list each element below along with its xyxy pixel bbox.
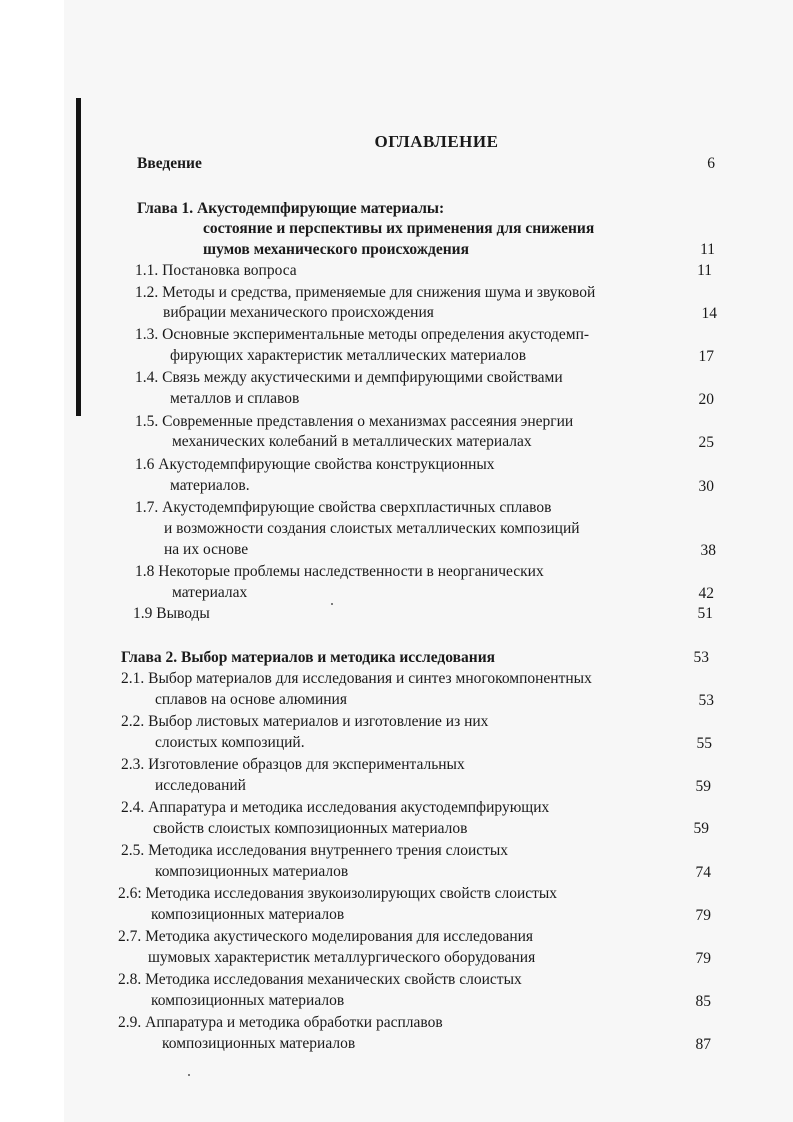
toc-page-1-6: 30 xyxy=(698,478,714,495)
toc-entry-1-8: 1.8 Некоторые проблемы наследственности в неорганических xyxy=(135,563,544,580)
toc-page-2-6: 79 xyxy=(695,907,711,924)
toc-entry-2-4: 2.4. Аппаратура и методика исследования акустодемпфирующих xyxy=(121,799,550,816)
intro-page: 6 xyxy=(707,155,715,172)
page-title: ОГЛАВЛЕНИЕ xyxy=(374,132,499,151)
toc-entry-2-1: 2.1. Выбор материалов для исследования и синтез многокомпонентных xyxy=(121,670,592,687)
toc-page-1-2: 14 xyxy=(701,305,717,322)
toc-page-1-9: 51 xyxy=(697,605,713,622)
toc-entry-2-6: 2.6: Методика исследования звукоизолирующих свойств слоистых xyxy=(118,885,558,902)
toc-entry-1-6: 1.6 Акустодемпфирующие свойства конструкционных xyxy=(135,456,495,473)
toc-page-2-7: 79 xyxy=(695,950,711,967)
toc-entry-2-8-cont: композиционных материалов xyxy=(151,992,345,1009)
toc-entry-2-2-cont: слоистых композиций. xyxy=(155,734,305,751)
toc-entry-1-9: 1.9 Выводы xyxy=(133,605,210,622)
toc-entry-1-3-cont: фирующих характеристик металлических материалов xyxy=(170,347,527,364)
toc-entry-2-9-cont: композиционных материалов xyxy=(162,1035,356,1052)
scan-speck xyxy=(331,603,333,605)
toc-entry-2-7: 2.7. Методика акустического моделирования для исследования xyxy=(118,928,534,945)
toc-page-1-7: 38 xyxy=(700,542,716,559)
toc-page-2-1: 53 xyxy=(698,692,714,709)
toc-page-2-5: 74 xyxy=(695,864,711,881)
toc-page-1-3: 17 xyxy=(698,348,714,365)
toc-page-2-9: 87 xyxy=(695,1036,711,1053)
toc-entry-1-3: 1.3. Основные экспериментальные методы определения акустодемп- xyxy=(135,326,590,343)
toc-entry-1-2: 1.2. Методы и средства, применяемые для снижения шума и звуковой xyxy=(135,284,596,301)
toc-page-1-4: 20 xyxy=(698,391,714,408)
toc-page-2-8: 85 xyxy=(695,993,711,1010)
toc-entry-2-7-cont: шумовых характеристик металлургического оборудования xyxy=(148,949,536,966)
toc-entry-1-8-cont: материалах xyxy=(172,584,248,601)
toc-entry-2-9: 2.9. Аппаратура и методика обработки расплавов xyxy=(118,1014,443,1031)
toc-page-2-4: 59 xyxy=(693,820,709,837)
toc-entry-1-5: 1.5. Современные представления о механизмах рассеяния энергии xyxy=(135,413,574,430)
chapter1-page: 11 xyxy=(700,241,715,258)
toc-page-2-2: 55 xyxy=(696,735,712,752)
chapter2-heading: Глава 2. Выбор материалов и методика исследования xyxy=(121,649,496,666)
chapter2-page: 53 xyxy=(693,649,709,666)
toc-entry-2-8: 2.8. Методика исследования механических свойств слоистых xyxy=(118,971,522,988)
toc-page-1-1: 11 xyxy=(697,262,712,279)
toc-entry-1-4: 1.4. Связь между акустическими и демпфирующими свойствами xyxy=(135,369,563,386)
toc-page-1-8: 42 xyxy=(698,585,714,602)
toc-entry-2-5-cont: композиционных материалов xyxy=(155,863,349,880)
chapter1-heading-line3: шумов механического происхождения xyxy=(203,241,469,258)
toc-entry-2-3-cont: исследований xyxy=(155,777,246,794)
scan-speck xyxy=(188,1074,190,1076)
toc-entry-1-7-cont2: на их основе xyxy=(164,541,249,558)
toc-entry-1-5-cont: механических колебаний в металлических материалах xyxy=(172,433,532,450)
toc-entry-1-7: 1.7. Акустодемпфирующие свойства сверхпластичных сплавов xyxy=(135,499,552,516)
page-margin xyxy=(0,0,64,1122)
intro-label: Введение xyxy=(137,155,202,172)
toc-entry-2-5: 2.5. Методика исследования внутреннего трения слоистых xyxy=(121,842,509,859)
chapter1-heading-line1: Глава 1. Акустодемпфирующие материалы: xyxy=(137,200,445,217)
toc-entry-2-1-cont: сплавов на основе алюминия xyxy=(155,691,347,708)
toc-page-2-3: 59 xyxy=(695,778,711,795)
toc-entry-1-4-cont: металлов и сплавов xyxy=(170,390,300,407)
toc-entry-2-4-cont: свойств слоистых композиционных материалов xyxy=(153,820,468,837)
toc-entry-1-7-cont1: и возможности создания слоистых металлических композиций xyxy=(164,520,580,537)
toc-entry-1-2-cont: вибрации механического происхождения xyxy=(163,304,434,321)
toc-entry-1-1: 1.1. Постановка вопроса xyxy=(135,262,297,279)
chapter1-heading-line2: состояние и перспективы их применения для снижения xyxy=(203,220,595,237)
toc-entry-1-6-cont: материалов. xyxy=(170,477,250,494)
toc-page-1-5: 25 xyxy=(698,434,714,451)
toc-entry-2-6-cont: композиционных материалов xyxy=(151,906,345,923)
toc-entry-2-3: 2.3. Изготовление образцов для экспериментальных xyxy=(121,756,465,773)
toc-entry-2-2: 2.2. Выбор листовых материалов и изготовление из них xyxy=(121,713,489,730)
